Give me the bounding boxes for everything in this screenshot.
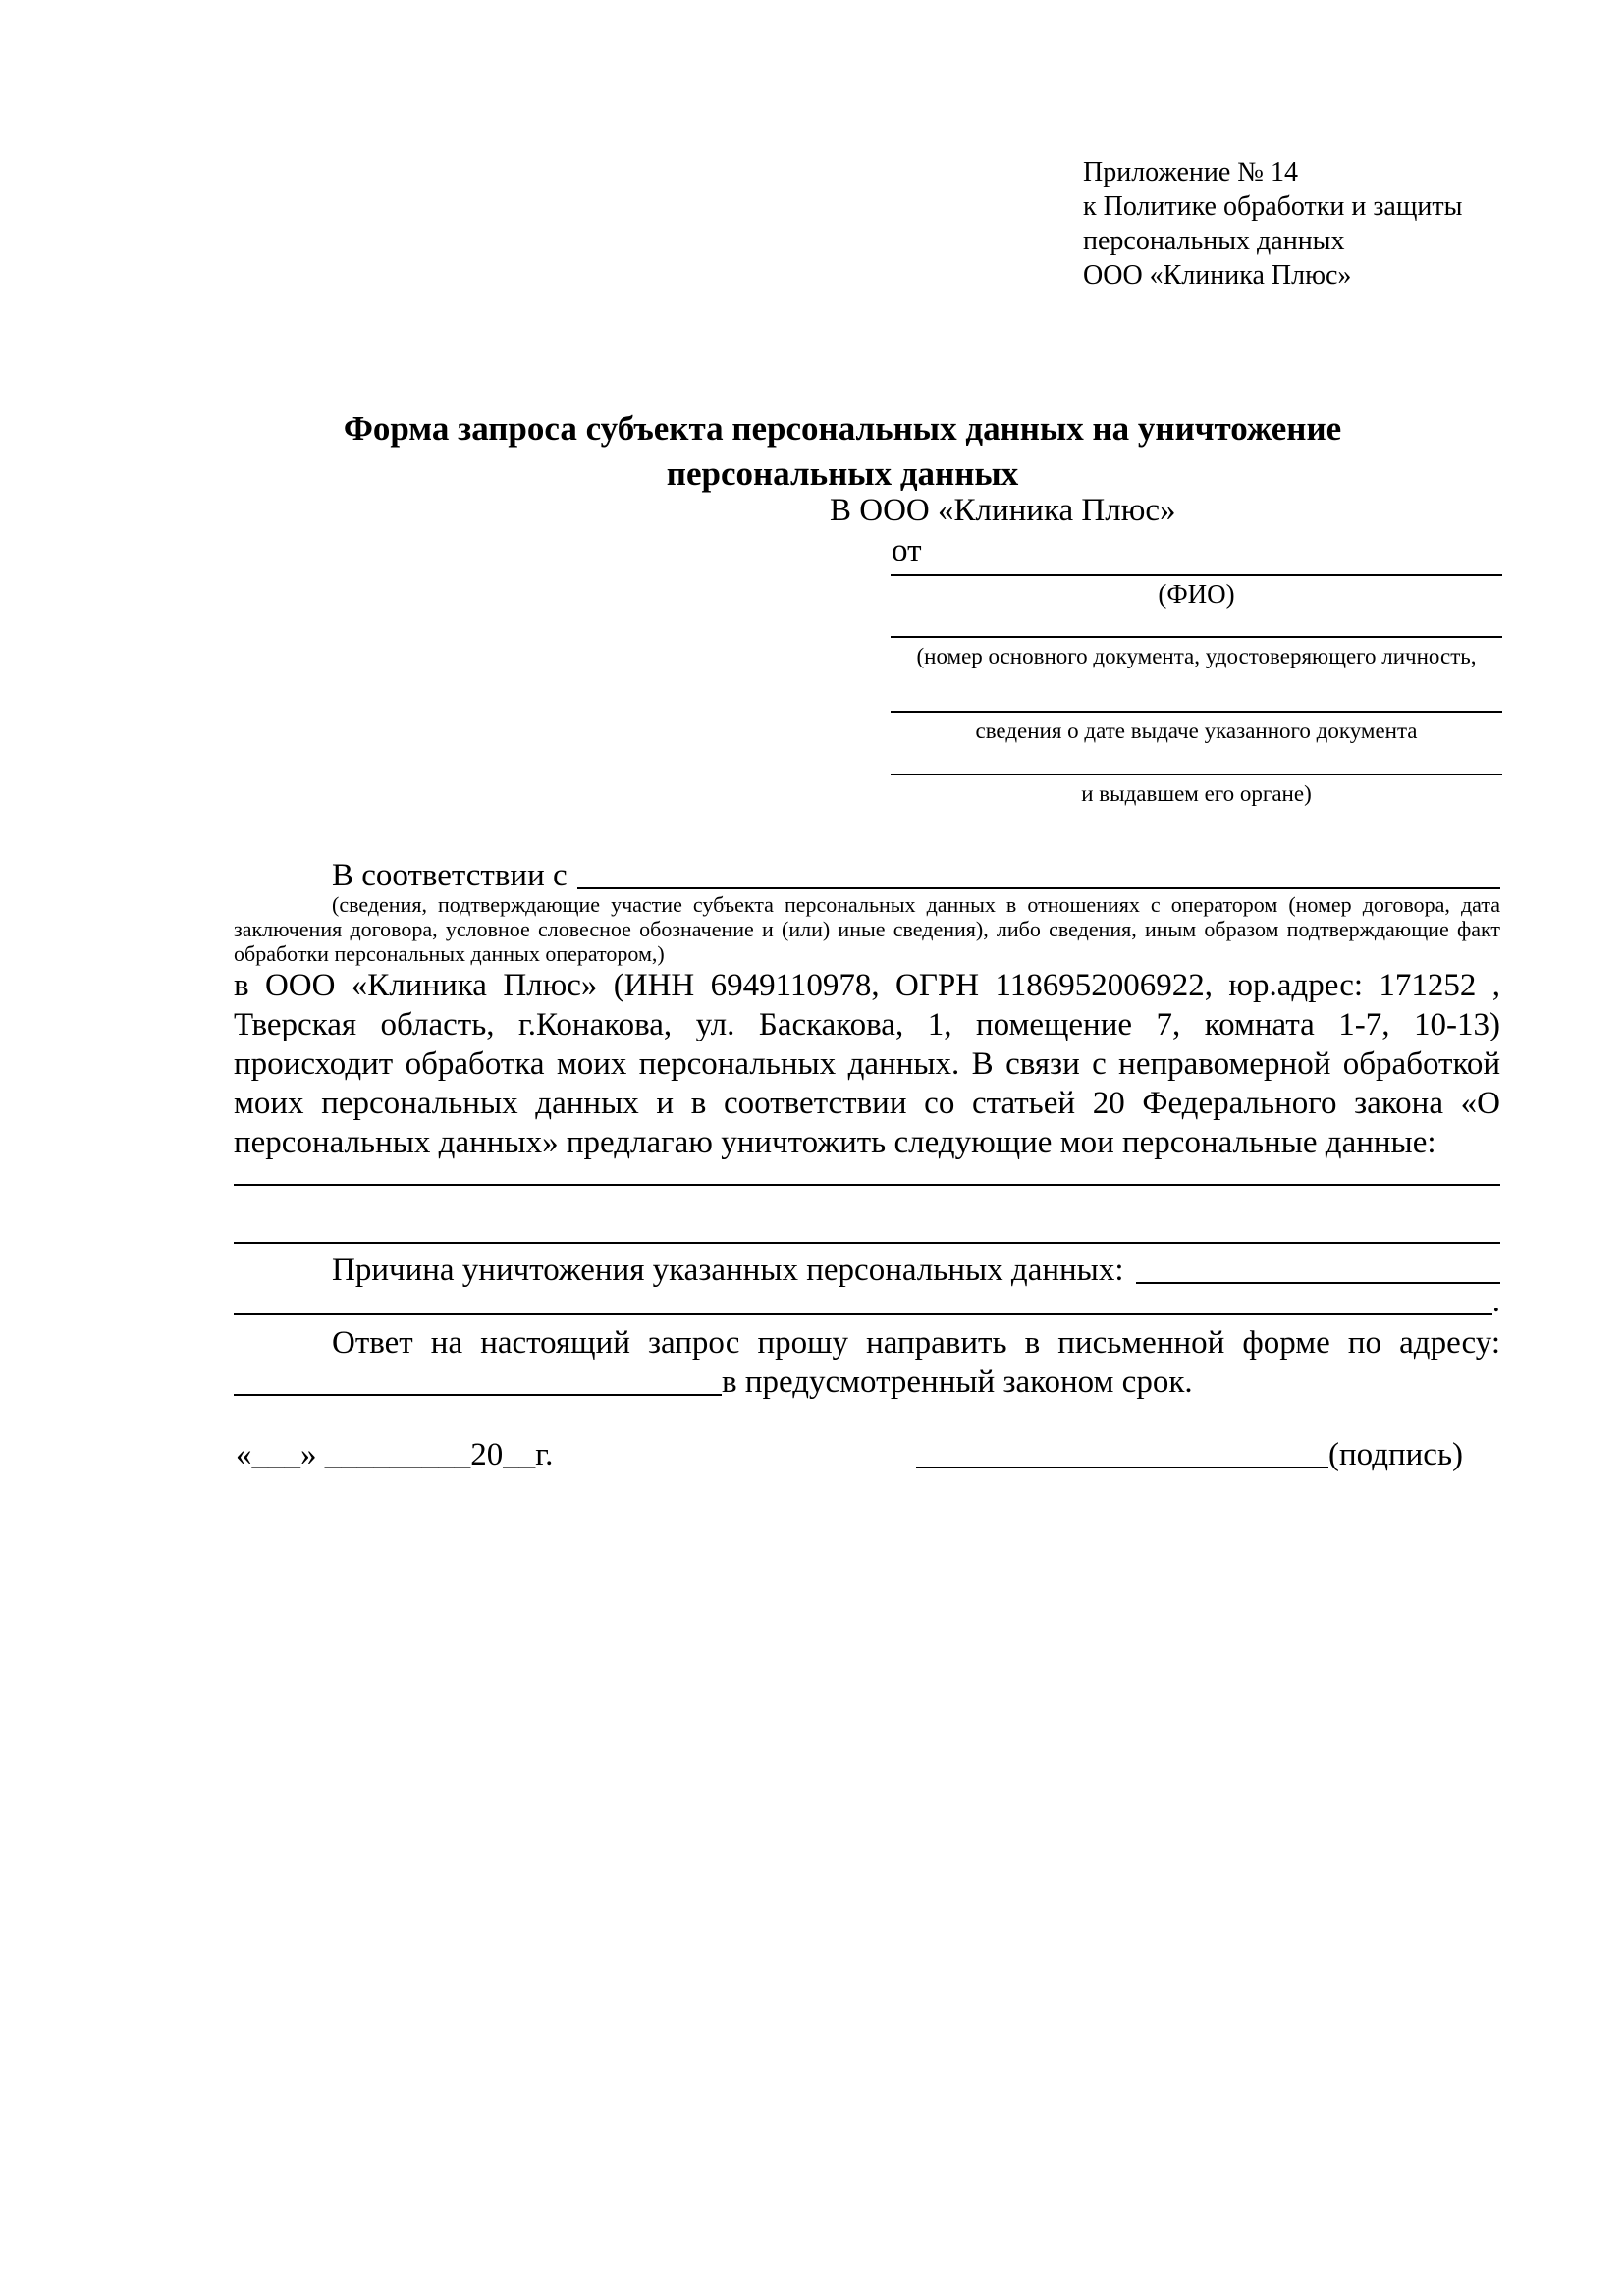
document-number-caption: (номер основного документа, удостоверяющего личность, [916, 644, 1477, 668]
footnote-text [234, 892, 1500, 966]
applicant-fill-block [891, 574, 1502, 807]
date-template: «___» _________20__г. [236, 1437, 554, 1472]
accordance-label: В соответствии с [332, 858, 568, 893]
reason-label: Причина уничтожения указанных персональных данных: [332, 1253, 1124, 1288]
reason-blank-line-2 [234, 1313, 1492, 1315]
fio-caption: (ФИО) [1158, 579, 1235, 609]
document-number-blank-line [891, 636, 1502, 638]
appendix-line: Приложение № 14 [1083, 157, 1298, 187]
reason-continuation-row [234, 1282, 1500, 1321]
signature-caption: (подпись) [1328, 1437, 1463, 1472]
accordance-blank-line [577, 887, 1500, 889]
footnote-line: заключения договора, условное словесное обозначение и (или) иные сведения), либо сведения, иным образом подтверждающие факт [234, 917, 1500, 941]
paragraph-line: Тверская область, г.Конакова, ул. Баскакова, 1, помещение 7, комната 1-7, 10-13) [234, 1007, 1500, 1042]
footnote-line: (сведения, подтверждающие участие субъекта персональных данных в отношениях с оператором (номер договора, дата [332, 892, 1500, 917]
appendix-line: ООО «Клиника Плюс» [1083, 260, 1352, 291]
fio-blank-line [891, 574, 1502, 576]
issuing-authority-blank-line [891, 774, 1502, 775]
paragraph-line: персональных данных» предлагаю уничтожить следующие мои персональные данные: [234, 1125, 1436, 1160]
trailing-period: . [1491, 1284, 1500, 1319]
address-term-row [234, 1362, 1500, 1402]
paragraph-line: моих персональных данных и в соответствии со статьей 20 Федерального закона «О [234, 1086, 1500, 1121]
paragraph-line: происходит обработка моих персональных данных. В связи с неправомерной обработкой [234, 1046, 1500, 1082]
term-text: в предусмотренный законом срок. [722, 1364, 1193, 1400]
paragraph-line: в ООО «Клиника Плюс» (ИНН 6949110978, ОГРН 1186952006922, юр.адрес: 171252 , [234, 968, 1500, 1003]
answer-request-line: Ответ на настоящий запрос прошу направить в письменной форме по адресу: [332, 1325, 1500, 1361]
issue-date-blank-line [891, 711, 1502, 713]
issuing-authority-caption: и выдавшем его органе) [1081, 781, 1312, 806]
page-title-line-2: персональных данных [666, 454, 1019, 493]
page-title-line-1: Форма запроса субъекта персональных данных на уничтожение [343, 409, 1342, 448]
address-blank-line [234, 1394, 722, 1396]
accordance-row [234, 856, 1500, 895]
main-paragraph [234, 966, 1500, 1162]
footnote-line: обработки персональных данных оператором,) [234, 941, 665, 966]
appendix-header [1083, 155, 1462, 293]
personal-data-blank-line-2 [234, 1242, 1500, 1244]
date-signature-row [234, 1435, 1500, 1478]
signature-blank-line [916, 1467, 1328, 1468]
appendix-line: персональных данных [1083, 226, 1345, 256]
page-title [234, 406, 1451, 497]
signature-area [916, 1435, 1463, 1474]
appendix-line: к Политике обработки и защиты [1083, 191, 1463, 222]
personal-data-blank-line-1 [234, 1184, 1500, 1186]
from-label: от [892, 533, 922, 568]
addressee-organization: В ООО «Клиника Плюс» [830, 493, 1176, 528]
issue-date-caption: сведения о дате выдаче указанного документа [975, 719, 1418, 743]
